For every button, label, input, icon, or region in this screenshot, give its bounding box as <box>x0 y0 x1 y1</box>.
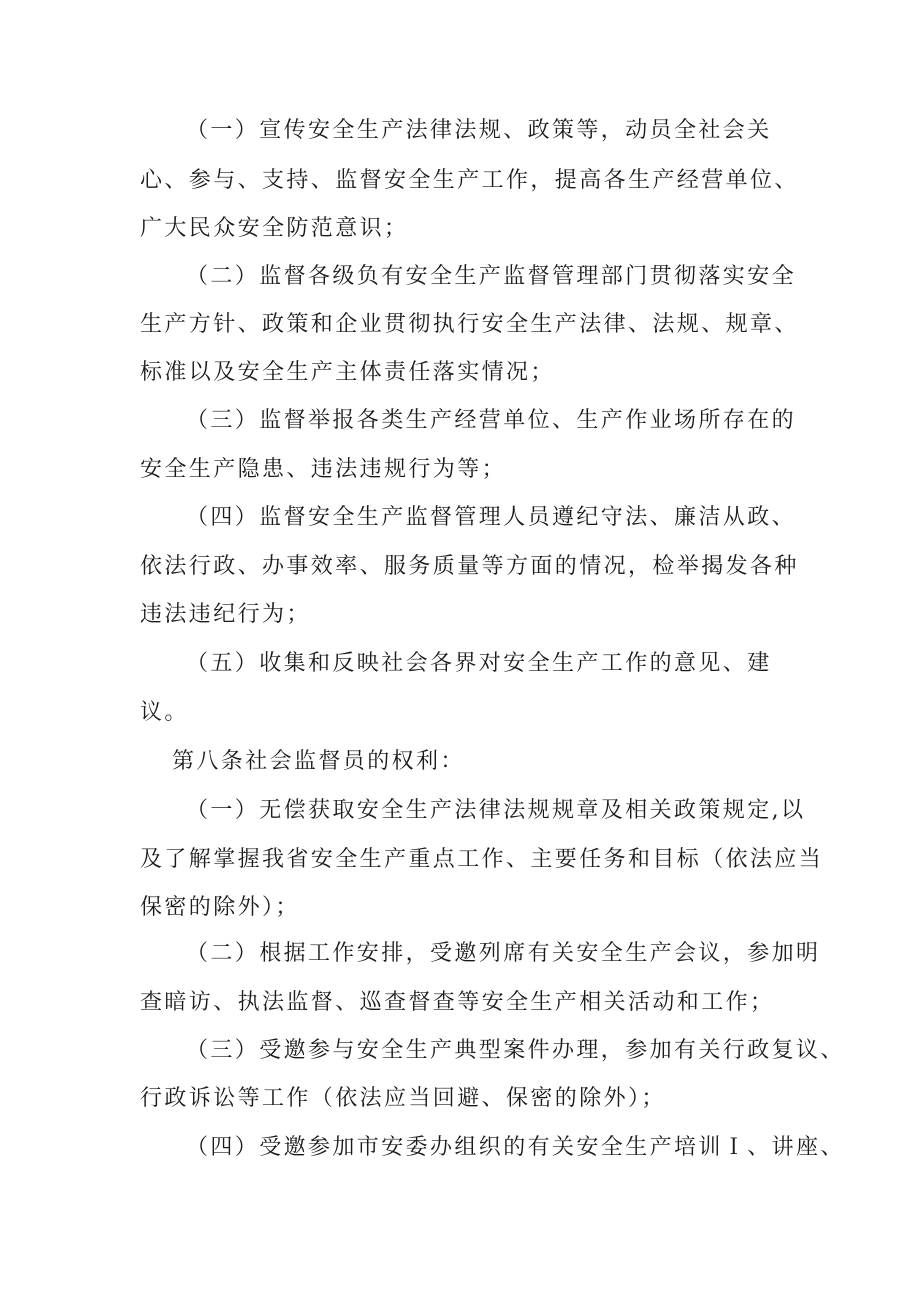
text-line: 行政诉讼等工作（依法应当回避、保密的除外）； <box>140 1086 666 1111</box>
text-line: 心、参与、支持、监督安全生产工作，提高各生产经营单位、 <box>140 168 799 193</box>
text-line: 保密的除外）； <box>140 895 300 920</box>
text-line: （三）监督举报各类生产经营单位、生产作业场所存在的 <box>186 408 797 433</box>
text-line: （一）无偿获取安全生产法律法规规章及相关政策规定,以 <box>186 798 806 823</box>
text-line: （四）监督安全生产监督管理人员遵纪守法、廉洁从政、 <box>186 505 797 530</box>
text-line: 议。 <box>140 700 189 725</box>
text-line: 及了解掌握我省安全生产重点工作、主要任务和目标（依法应当 <box>140 847 824 872</box>
text-line: （四）受邀参加市安委办组织的有关安全生产培训Ｉ、讲座、 <box>186 1135 845 1160</box>
text-line: （二）根据工作安排，受邀列席有关安全生产会议，参加明 <box>186 941 821 966</box>
text-line: （三）受邀参与安全生产典型案件办理，参加有关行政复议、 <box>186 1038 845 1063</box>
text-line: 违法违纪行为； <box>140 602 311 627</box>
text-line: 查暗访、执法监督、巡查督查等安全生产相关活动和工作； <box>140 990 775 1015</box>
text-line: 安全生产隐患、违法违规行为等； <box>140 457 507 482</box>
text-line: 生产方针、政策和企业贯彻执行安全生产法律、法规、规章、 <box>140 312 799 337</box>
text-line: （二）监督各级负有安全生产监督管理部门贯彻落实安全 <box>186 264 797 289</box>
text-line: 广大民众安全防范意识； <box>140 216 409 241</box>
text-line: （一）宣传安全生产法律法规、政策等，动员全社会关 <box>186 118 772 143</box>
text-line: 标准以及安全生产主体责任落实情况； <box>140 360 555 385</box>
article-heading: 第八条社会监督员的权利： <box>172 749 465 774</box>
text-line: （五）收集和反映社会各界对安全生产工作的意见、建 <box>186 651 772 676</box>
text-line: 依法行政、办事效率、服务质量等方面的情况，检举揭发各种 <box>140 554 799 579</box>
